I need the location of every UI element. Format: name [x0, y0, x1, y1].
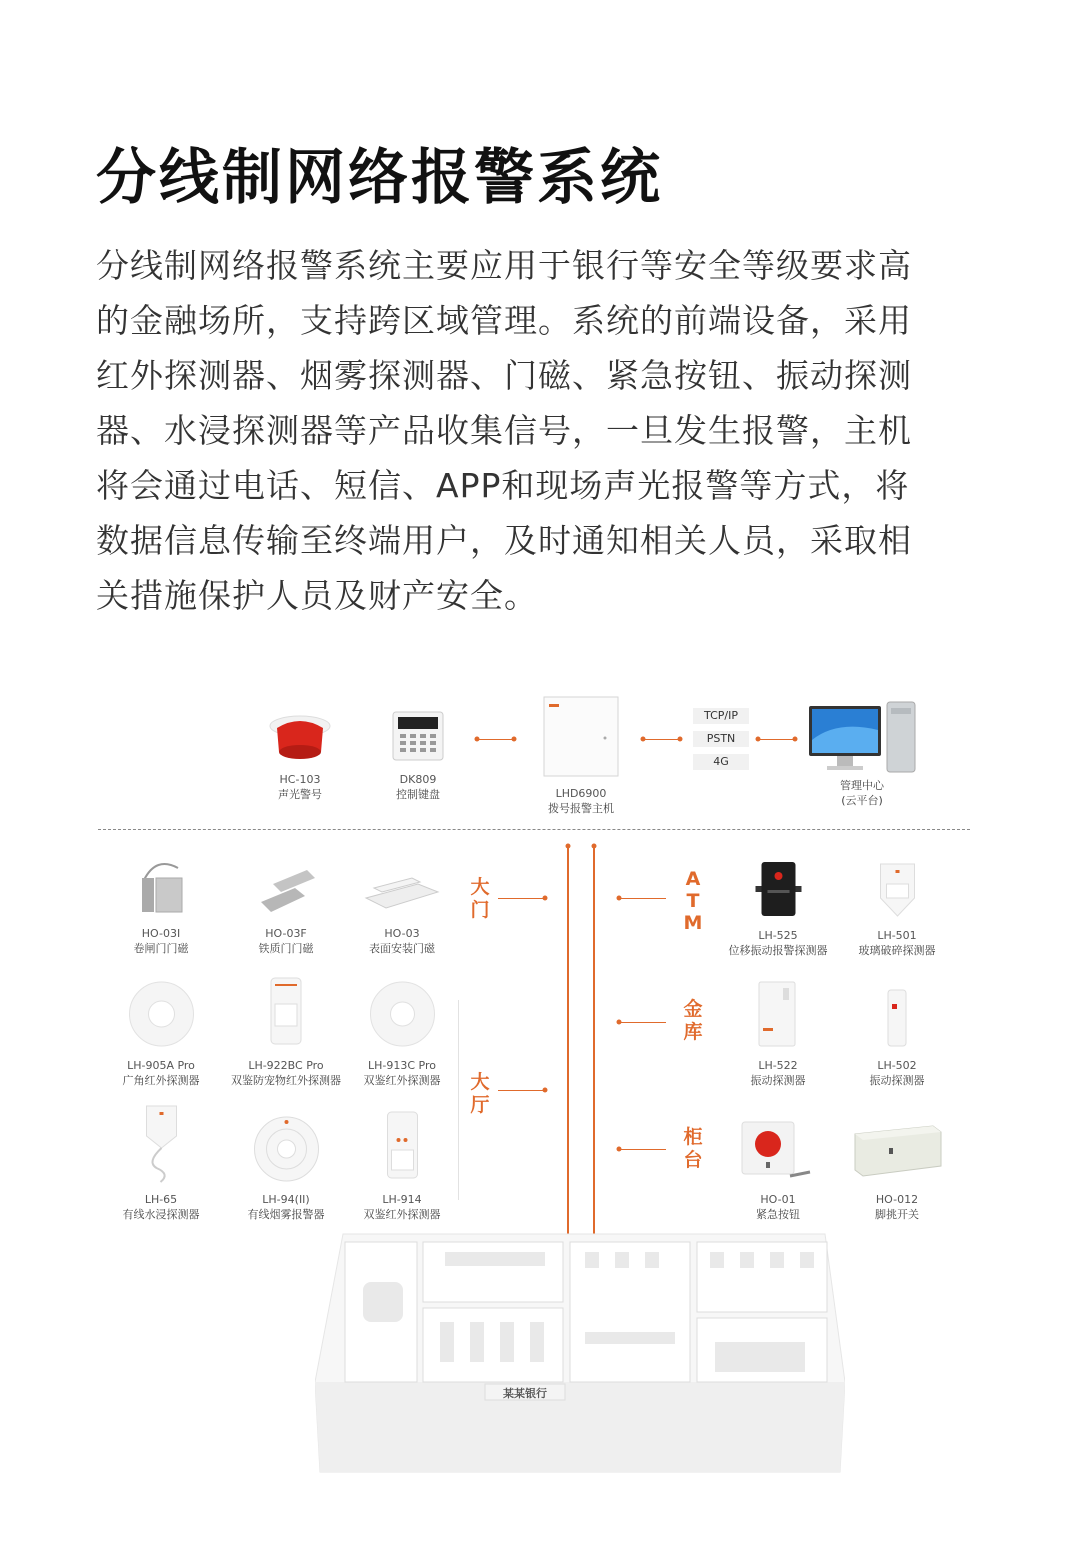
device-name: 脚挑开关 — [875, 1208, 919, 1221]
device-code: DK809 — [399, 773, 437, 786]
device-name: 有线水浸探测器 — [122, 1208, 200, 1221]
branch-line — [619, 1149, 666, 1150]
device-lh913c — [364, 978, 441, 1088]
device-name: 卷闸门门磁 — [133, 942, 189, 955]
device-code: LH-65 — [144, 1193, 178, 1206]
device-name: 紧急按钮 — [756, 1208, 800, 1221]
bank-floor-plan — [315, 1232, 845, 1482]
device-code: LH-914 — [382, 1193, 422, 1206]
surface-door-contact-icon — [360, 864, 444, 918]
zone-atm — [681, 868, 705, 934]
device-code: HC-103 — [279, 773, 321, 786]
intro-line: 关措施保护人员及财产安全。 — [96, 576, 538, 615]
connector-dot — [617, 1147, 622, 1152]
intro-line: 器、水浸探测器等产品收集信号，一旦发生报警，主机 — [96, 411, 912, 450]
dual-tech-detector-icon — [251, 974, 321, 1050]
device-name: 铁质门门磁 — [258, 942, 314, 955]
bank-sign: 某某银行 — [503, 1387, 547, 1400]
center-name: 管理中心 — [840, 779, 884, 792]
network-4g: 4G — [693, 754, 749, 770]
device-name: 振动探测器 — [869, 1074, 925, 1087]
device-name: 玻璃破碎探测器 — [858, 944, 936, 957]
connector-dot — [678, 737, 683, 742]
zone-hall: 大厅 — [470, 1071, 490, 1116]
trunk-line — [567, 846, 569, 1238]
device-name: 双鉴红外探测器 — [363, 1074, 441, 1087]
intro-line: 分线制网络报警系统主要应用于银行等安全等级要求高 — [96, 246, 912, 285]
device-code: HO-03F — [265, 927, 307, 940]
device-code: LH-94(II) — [262, 1193, 310, 1206]
iron-door-contact-icon — [251, 858, 321, 918]
branch-line — [619, 1022, 666, 1023]
shutter-door-contact-icon — [126, 854, 196, 918]
device-lh94 — [248, 1114, 325, 1222]
device-name: 位移振动报警探测器 — [728, 944, 828, 957]
connector-dot — [543, 1088, 548, 1093]
connector-dot — [617, 896, 622, 901]
zone-atm-label: ATM — [683, 868, 703, 934]
water-leak-detector-icon — [126, 1102, 196, 1184]
device-code: LH-522 — [758, 1059, 798, 1072]
device-name: 拨号报警主机 — [548, 802, 614, 815]
connector-dot — [756, 737, 761, 742]
connector-dot — [592, 844, 597, 849]
intro-line: 数据信息传输至终端用户，及时通知相关人员，采取相 — [96, 521, 912, 560]
device-lh501 — [859, 860, 936, 958]
branch-line — [498, 898, 545, 899]
zone-gate: 大门 — [470, 876, 490, 921]
zone-counter: 柜台 — [683, 1126, 703, 1171]
device-lh502 — [862, 984, 932, 1088]
device-code: LH-913C Pro — [368, 1059, 436, 1072]
device-lh922bc — [231, 974, 341, 1088]
connector-line — [643, 739, 680, 740]
device-ho012 — [849, 1120, 945, 1222]
device-code: LHD6900 — [555, 787, 607, 800]
device-code: HO-03 — [384, 927, 420, 940]
intro-line: 红外探测器、烟雾探测器、门磁、紧急按钮、振动探测 — [96, 356, 912, 395]
siren-icon — [265, 708, 335, 764]
network-tcpip: TCP/IP — [693, 708, 749, 724]
section-divider — [98, 829, 970, 830]
device-ho03i — [126, 854, 196, 956]
connector-dot — [543, 896, 548, 901]
device-code: LH-905A Pro — [127, 1059, 195, 1072]
connector-dot — [793, 737, 798, 742]
glass-break-detector-icon — [862, 860, 932, 920]
divider-line — [458, 1000, 459, 1200]
device-ho03 — [360, 864, 444, 956]
vibration-detector-icon — [743, 980, 813, 1050]
connector-dot — [566, 844, 571, 849]
device-name: 有线烟雾报警器 — [247, 1208, 325, 1221]
device-code: HO-03I — [141, 927, 181, 940]
displacement-vibration-detector-icon — [743, 860, 813, 920]
ceiling-detector-icon — [367, 978, 437, 1050]
connector-dot — [512, 737, 517, 742]
device-code: LH-525 — [758, 929, 798, 942]
zone-vault: 金库 — [683, 998, 703, 1043]
intro-paragraph — [96, 238, 966, 623]
device-code: LH-502 — [877, 1059, 917, 1072]
device-code: LH-922BC Pro — [248, 1059, 324, 1072]
siren-device — [265, 708, 335, 802]
smoke-detector-icon — [251, 1114, 321, 1184]
alarm-host-icon — [543, 696, 619, 778]
network-pstn: PSTN — [693, 731, 749, 747]
panic-button-icon — [738, 1118, 818, 1184]
device-name: 振动探测器 — [750, 1074, 806, 1087]
device-lh522 — [743, 980, 813, 1088]
branch-line — [619, 898, 666, 899]
host-device — [543, 696, 619, 816]
branch-line — [498, 1090, 545, 1091]
keypad-device — [388, 710, 448, 802]
management-center — [807, 700, 917, 808]
connector-dot — [641, 737, 646, 742]
vibration-sensor-icon — [862, 984, 932, 1050]
keypad-icon — [388, 710, 448, 764]
intro-line: 将会通过电话、短信、APP和现场声光报警等方式，将 — [96, 466, 910, 505]
device-code: LH-501 — [877, 929, 917, 942]
device-code: HO-012 — [875, 1193, 919, 1206]
foot-switch-icon — [849, 1120, 945, 1184]
pir-detector-icon — [126, 978, 196, 1050]
device-lh905a — [123, 978, 200, 1088]
device-ho01 — [738, 1118, 818, 1222]
device-name: 双鉴红外探测器 — [363, 1208, 441, 1221]
trunk-line — [593, 846, 595, 1238]
device-name: 广角红外探测器 — [122, 1074, 200, 1087]
device-name: 表面安装门磁 — [369, 942, 435, 955]
device-lh914 — [364, 1108, 441, 1222]
device-ho03f — [251, 858, 321, 956]
device-name: 双鉴防宠物红外探测器 — [231, 1074, 341, 1087]
connector-dot — [475, 737, 480, 742]
connector-line — [477, 739, 514, 740]
device-name: 控制键盘 — [396, 788, 440, 801]
connector-dot — [617, 1020, 622, 1025]
device-code: HO-01 — [760, 1193, 796, 1206]
page-title: 分线制网络报警系统 — [96, 143, 663, 213]
device-lh525 — [729, 860, 828, 958]
connector-line — [758, 739, 795, 740]
device-lh65 — [123, 1102, 200, 1222]
center-sub: (云平台) — [841, 794, 883, 807]
computer-icon — [807, 700, 917, 774]
intro-line: 的金融场所，支持跨区域管理。系统的前端设备，采用 — [96, 301, 912, 340]
dual-pir-detector-icon — [367, 1108, 437, 1184]
device-name: 声光警号 — [278, 788, 322, 801]
